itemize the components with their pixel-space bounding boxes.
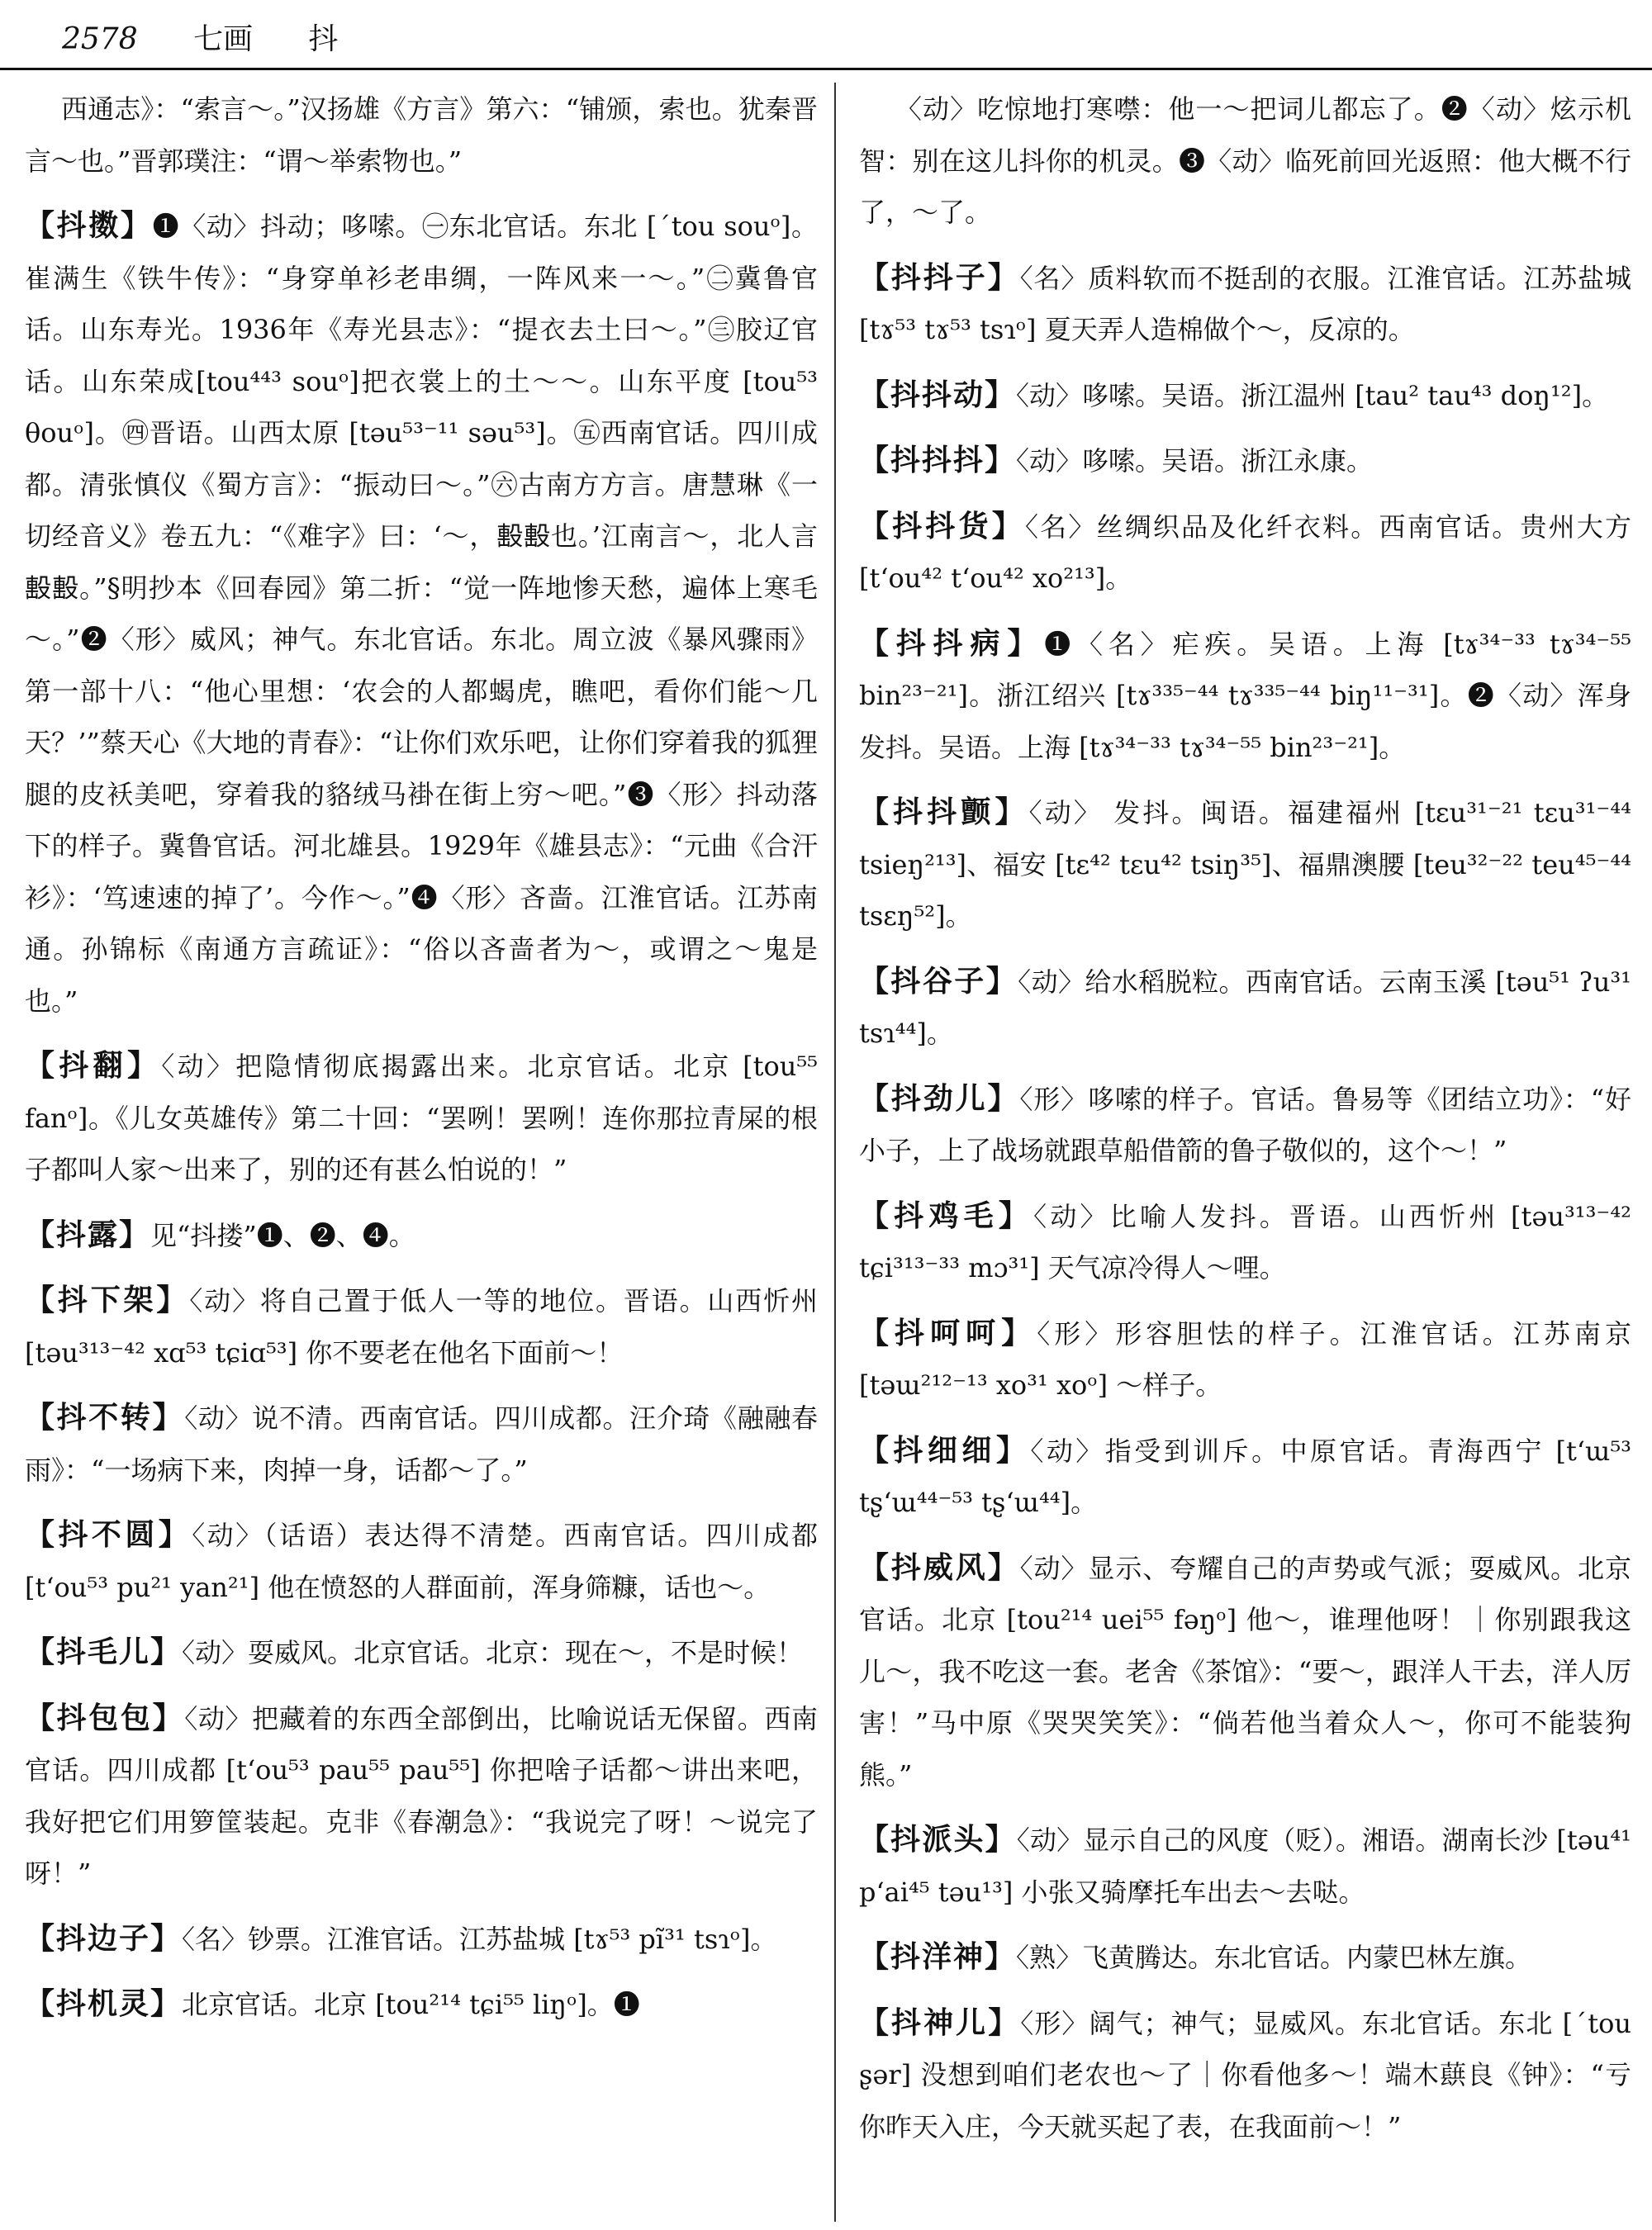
entry-headword: 【抖毛儿】	[25, 1635, 183, 1669]
dictionary-entry	[25, 1626, 818, 1679]
entry-headword: 【抖抖动】	[859, 377, 1017, 412]
dictionary-entry	[25, 1274, 818, 1378]
dictionary-entry	[25, 1509, 818, 1613]
entry-body: ❶〈动〉抖动；哆嗦。㊀东北官话。东北 [ˊtou souᵒ]。崔满生《铁牛传》：“身穿单衫老串绸，一阵风来一～。”㊁冀鲁官话。山东寿光。1936年《寿光县志》：“提衣去土曰～。”㊂胶辽官话。山东荣成[tou⁴⁴³ souᵒ]把衣裳上的土～～。山东平度 [tou⁵³ θouᵒ]。㊃晋语。山西太原 [təu⁵³⁻¹¹ səu⁵³]。㊄西南官话。四川成都。清张慎仪《蜀方言》：“振动曰～。”㊅古南方方言。唐慧琳《一切经音义》卷五九：“《难字》曰：‘～，𣪠𣪠也。’江南言～，北人言𣪠𣪠。”§明抄本《回春园》第二折：“觉一阵地惨天愁，遍体上寒毛～。”❷〈形〉威风；神气。东北官话。东北。周立波《暴风骤雨》第一部十八：“他心里想：‘农会的人都蝎虎，瞧吧，看你们能～几天？’”蔡天心《大地的青春》：“让你们欢乐吧，让你们穿着我的狐狸腿的皮袄美吧，穿着我的貉绒马褂在街上穷～吧。”❸〈形〉抖动落下的样子。冀鲁官话。河北雄县。1929年《雄县志》：“元曲《合汗衫》：‘笃速速的掉了’。今作～。”❹〈形〉吝啬。江淮官话。江苏南通。孙锦标《南通方言疏证》：“俗以吝啬者为～，或谓之～鬼是也。”	[25, 211, 818, 1017]
entry-headword: 【抖抖货】	[859, 508, 1025, 543]
entry-headword: 【抖边子】	[25, 1920, 183, 1956]
entry-headword: 【抖抖病】	[859, 625, 1045, 661]
dictionary-entry	[859, 1997, 1631, 2153]
entry-body: 西通志》：“索言～。”汉扬雄《方言》第六：“铺颁，索也。犹秦晋言～也。”晋郭璞注：“谓～举索物也。”	[25, 93, 818, 177]
entry-body: 〈名〉钞票。江淮官话。江苏盐城 [tɤ⁵³ pĩ³¹ tsɿᵒ]。	[182, 1923, 777, 1955]
entry-body: 〈形〉形容胆怯的样子。江淮官话。江苏南京 [təɯ²¹²⁻¹³ xo³¹ xoᵒ] ～样子。	[859, 1317, 1631, 1401]
entry-headword: 【抖呵呵】	[859, 1315, 1037, 1350]
entry-headword: 【抖神儿】	[859, 2005, 1021, 2040]
page-number: 2578	[62, 22, 138, 56]
entry-body: 〈形〉哆嗦的样子。官话。鲁易等《团结立功》：“好小子，上了战场就跟草船借箭的鲁子敬似的，这个～！”	[859, 1083, 1631, 1166]
dictionary-entry	[859, 434, 1631, 487]
dictionary-entry	[859, 369, 1631, 422]
right-column	[859, 83, 1631, 2222]
entry-body: 〈动〉 发抖。闽语。福建福州 [tɛu³¹⁻²¹ tɛu³¹⁻⁴⁴ tsieŋ²¹³]、福安 [tɛ⁴² tɛu⁴² tsiŋ³⁵]、福鼎澳腰 [teu³²⁻²² teu⁴⁵⁻⁴⁴ tsɛŋ⁵²]。	[859, 797, 1631, 932]
entry-body: 见“抖搂”❶、❷、❹。	[150, 1219, 415, 1251]
dictionary-entry	[859, 252, 1631, 356]
section-title: 七画	[193, 22, 254, 56]
entry-body: 〈动〉（话语）表达得不清楚。西南官话。四川成都 [tʻou⁵³ pu²¹ yan²¹] 他在愤怒的人群面前，浑身筛糠，话也～。	[25, 1520, 818, 1603]
entry-body: 〈动〉给水稻脱粒。西南官话。云南玉溪 [təu⁵¹ ʔu³¹ tsɿ⁴⁴]。	[859, 966, 1631, 1049]
dictionary-entry	[859, 1307, 1631, 1412]
column-divider	[834, 83, 836, 2222]
entry-headword: 【抖包包】	[25, 1700, 185, 1735]
entry-body: 〈形〉阔气；神气；显威风。东北官话。东北 [ˊtou ʂər] 没想到咱们老农也～了｜你看他多～！端木蕻良《钟》：“亏你昨天入庄，今天就买起了表，在我面前～！”	[859, 2007, 1631, 2142]
entry-body: 〈动〉吃惊地打寒噤：他一～把词儿都忘了。❷〈动〉炫示机智：别在这儿抖你的机灵。❸〈动〉临死前回光返照：他大概不行了，～了。	[859, 93, 1631, 228]
entry-body: 〈动〉把藏着的东西全部倒出，比喻说话无保留。西南官话。四川成都 [tʻou⁵³ pau⁵⁵ pau⁵⁵] 你把啥子话都～讲出来吧，我好把它们用箩筐装起。克非《春潮急》：“我说完了呀！～说完了呀！”	[25, 1702, 818, 1889]
left-column	[25, 83, 818, 2222]
entry-headword: 【抖细细】	[859, 1432, 1031, 1468]
entry-body: 〈动〉将自己置于低人一等的地位。晋语。山西忻州 [təu³¹³⁻⁴² xɑ⁵³ tɕiɑ⁵³] 你不要老在他名下面前～！	[25, 1285, 818, 1369]
dictionary-entry	[859, 956, 1631, 1060]
dictionary-entry	[25, 1209, 818, 1262]
entry-body: 〈动〉耍威风。北京官话。北京：现在～，不是时候！	[182, 1637, 804, 1668]
entry-body: ❶〈名〉疟疾。吴语。上海 [tɤ³⁴⁻³³ tɤ³⁴⁻⁵⁵ bin²³⁻²¹]。浙江绍兴 [tɤ³³⁵⁻⁴⁴ tɤ³³⁵⁻⁴⁴ biŋ¹¹⁻³¹]。❷〈动〉浑身发抖。吴语。上海 [tɤ³⁴⁻³³ tɤ³⁴⁻⁵⁵ bin²³⁻²¹]。	[859, 628, 1631, 763]
entry-body: 〈动〉显示、夸耀自己的声势或气派；耍威风。北京官话。北京 [tou²¹⁴ uei⁵⁵ fəŋᵒ] 他～，谁理他呀！｜你别跟我这儿～，我不吃这一套。老舍《茶馆》：“要～，跟洋人干去，洋人厉害！”马中原《哭哭笑笑》：“倘若他当着众人～，你可不能装狗熊。”	[859, 1552, 1631, 1791]
entry-body: 〈动〉把隐情彻底揭露出来。北京官话。北京 [tou⁵⁵ fanᵒ]。《儿女英雄传》第二十回：“罢咧！罢咧！连你那拉青屎的根子都叫人家～出来了，别的还有甚么怕说的！”	[25, 1051, 818, 1185]
entry-headword: 【抖露】	[25, 1217, 151, 1252]
dictionary-entry	[25, 1692, 818, 1900]
entry-headword: 【抖抖子】	[859, 259, 1020, 295]
entry-headword: 【抖抖颤】	[859, 795, 1029, 829]
dictionary-entry	[859, 618, 1631, 774]
entry-headword: 【抖翻】	[25, 1048, 162, 1083]
entry-body: 〈动〉指受到训斥。中原官话。青海西宁 [tʻɯ⁵³ tʂʻɯ⁴⁴⁻⁵³ tʂʻɯ⁴⁴]。	[859, 1435, 1631, 1518]
dictionary-entry	[859, 1931, 1631, 1984]
entry-headword: 【抖劲儿】	[859, 1080, 1020, 1116]
entry-headword: 【抖擞】	[25, 208, 153, 243]
entry-headword: 【抖派头】	[859, 1822, 1017, 1857]
entry-headword: 【抖鸡毛】	[859, 1198, 1034, 1233]
dictionary-entry	[25, 1913, 818, 1966]
entry-headword: 【抖抖抖】	[859, 443, 1017, 477]
entry-body: 〈熟〉飞黄腾达。东北官话。内蒙巴林左旗。	[1016, 1942, 1532, 1973]
entry-headword: 【抖谷子】	[859, 963, 1018, 999]
dictionary-entry	[25, 1040, 818, 1196]
dictionary-entry	[859, 501, 1631, 605]
dictionary-entry	[25, 1978, 818, 2031]
dictionary-entry	[25, 1392, 818, 1496]
entry-headword: 【抖威风】	[859, 1549, 1020, 1585]
entry-body: 〈动〉哆嗦。吴语。浙江永康。	[1016, 445, 1374, 477]
header-rule	[0, 68, 1652, 70]
dictionary-entry	[25, 200, 818, 1027]
entry-body: 北京官话。北京 [tou²¹⁴ tɕi⁵⁵ liŋᵒ]。❶	[182, 1989, 640, 2020]
entry-body: 〈动〉比喻人发抖。晋语。山西忻州 [təu³¹³⁻⁴² tɕi³¹³⁻³³ mɔ³¹] 天气凉冷得人～哩。	[859, 1200, 1631, 1283]
dictionary-entry	[859, 1190, 1631, 1294]
header-character: 抖	[308, 22, 339, 56]
dictionary-entry	[859, 1814, 1631, 1918]
dictionary-entry	[859, 1542, 1631, 1801]
dictionary-entry	[859, 1073, 1631, 1177]
entry-body: 〈名〉质料软而不挺刮的衣服。江淮官话。江苏盐城 [tɤ⁵³ tɤ⁵³ tsɿᵒ] 夏天弄人造棉做个～，反凉的。	[859, 262, 1631, 345]
entry-headword: 【抖下架】	[25, 1283, 190, 1317]
entry-body: 〈动〉显示自己的风度（贬）。湘语。湖南长沙 [təu⁴¹ pʻai⁴⁵ təu¹³] 小张又骑摩托车出去～去哒。	[859, 1824, 1631, 1908]
entry-body: 〈动〉说不清。西南官话。四川成都。汪介琦《融融春雨》：“一场病下来，肉掉一身，话都～了。”	[25, 1402, 818, 1486]
entry-body: 〈动〉哆嗦。吴语。浙江温州 [tau² tau⁴³ doŋ¹²]。	[1016, 379, 1609, 411]
dictionary-entry	[859, 83, 1631, 239]
dictionary-entry	[25, 83, 818, 187]
entry-headword: 【抖机灵】	[25, 1986, 183, 2021]
page-header	[62, 15, 1598, 64]
dictionary-entry	[859, 1425, 1631, 1529]
entry-headword: 【抖洋神】	[859, 1939, 1017, 1974]
entry-headword: 【抖不转】	[25, 1400, 185, 1435]
dictionary-entry	[859, 786, 1631, 942]
entry-headword: 【抖不圆】	[25, 1517, 192, 1552]
entry-body: 〈名〉丝绸织品及化纤衣料。西南官话。贵州大方 [tʻou⁴² tʻou⁴² xo²¹³]。	[859, 510, 1631, 594]
